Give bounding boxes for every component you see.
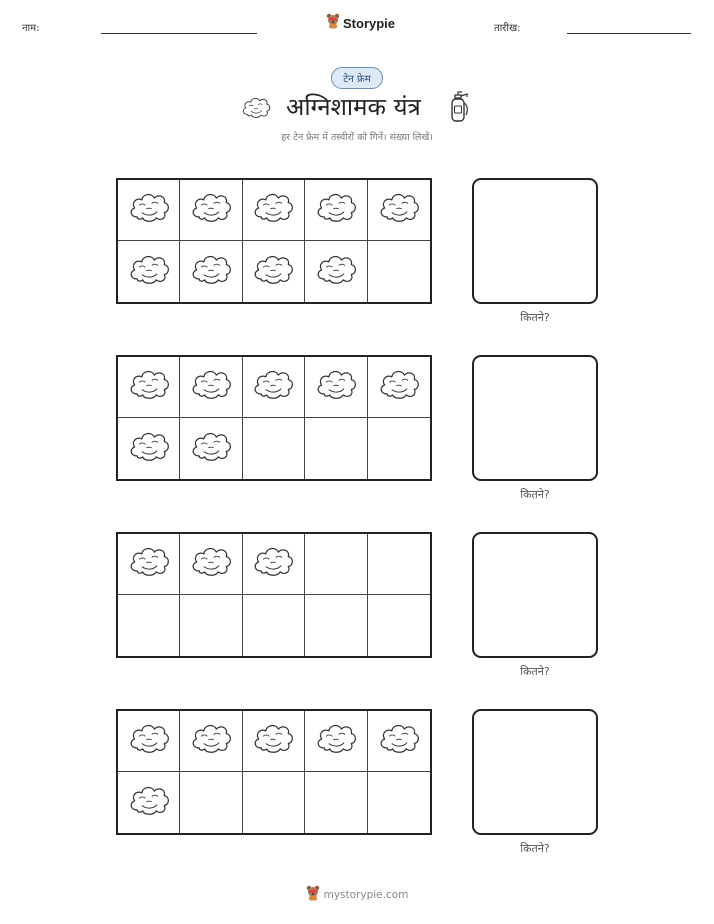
- frame-cell: [180, 711, 242, 772]
- frame-cell: [243, 711, 305, 772]
- frame-cell: [305, 241, 367, 302]
- brand-logo: [326, 13, 395, 33]
- frame-cell: [243, 241, 305, 302]
- frame-cell: [305, 180, 367, 241]
- smoke-cloud-icon: [188, 252, 234, 292]
- brand-name: Storypie: [343, 15, 396, 31]
- frame-cell: [368, 180, 430, 241]
- smoke-cloud-icon: [313, 190, 359, 230]
- frame-cell: [368, 534, 430, 595]
- page-title: अग्निशामक यंत्र: [286, 93, 421, 121]
- frame-cell: [118, 711, 180, 772]
- footer-site: mystorypie.com: [323, 889, 409, 901]
- frame-cell: [305, 711, 367, 772]
- frame-cell: [243, 180, 305, 241]
- smoke-cloud-icon: [250, 252, 296, 292]
- frame-cell: [368, 241, 430, 302]
- frame-cell: [180, 595, 242, 656]
- frame-cell: [368, 595, 430, 656]
- smoke-cloud-icon: [376, 367, 422, 407]
- frame-cell: [243, 534, 305, 595]
- smoke-cloud-icon: [313, 252, 359, 292]
- name-label: नाम:: [22, 23, 40, 34]
- count-prompt: कितने?: [520, 842, 550, 855]
- frame-cell: [118, 595, 180, 656]
- smoke-cloud-icon: [126, 544, 172, 584]
- count-prompt: कितने?: [520, 311, 550, 324]
- frame-cell: [118, 534, 180, 595]
- answer-box[interactable]: [472, 532, 598, 658]
- frame-cell: [118, 241, 180, 302]
- frame-cell: [368, 357, 430, 418]
- frame-cell: [180, 418, 242, 479]
- smoke-cloud-icon: [250, 721, 296, 761]
- frame-cell: [305, 357, 367, 418]
- ten-frame: [116, 178, 432, 304]
- frame-cell: [368, 711, 430, 772]
- smoke-cloud-icon: [250, 190, 296, 230]
- smoke-cloud-icon: [188, 190, 234, 230]
- smoke-cloud-icon: [250, 544, 296, 584]
- frame-cell: [305, 772, 367, 833]
- smoke-cloud-icon: [188, 367, 234, 407]
- frame-cell: [180, 357, 242, 418]
- date-line[interactable]: [567, 33, 691, 34]
- name-line[interactable]: [101, 33, 257, 34]
- fire-extinguisher-icon: [446, 91, 470, 127]
- frame-cell: [243, 772, 305, 833]
- ten-frame: [116, 532, 432, 658]
- answer-box[interactable]: [472, 709, 598, 835]
- smoke-cloud-icon: [188, 544, 234, 584]
- ten-frame: [116, 355, 432, 481]
- smoke-cloud-icon: [126, 252, 172, 292]
- bear-mascot-icon: [306, 885, 320, 905]
- bear-mascot-icon: [326, 13, 340, 33]
- frame-cell: [180, 534, 242, 595]
- frame-cell: [180, 180, 242, 241]
- smoke-cloud-icon: [313, 721, 359, 761]
- frame-cell: [305, 595, 367, 656]
- answer-box[interactable]: [472, 178, 598, 304]
- frame-cell: [243, 418, 305, 479]
- frame-cell: [305, 418, 367, 479]
- smoke-cloud-icon: [126, 367, 172, 407]
- smoke-cloud-icon: [313, 367, 359, 407]
- smoke-cloud-icon: [126, 783, 172, 823]
- frame-cell: [118, 772, 180, 833]
- smoke-cloud-icon: [376, 190, 422, 230]
- frame-cell: [118, 357, 180, 418]
- smoke-cloud-icon: [250, 367, 296, 407]
- frame-cell: [305, 534, 367, 595]
- frame-cell: [243, 595, 305, 656]
- smoke-cloud-icon: [126, 721, 172, 761]
- smoke-cloud-icon: [126, 190, 172, 230]
- frame-cell: [180, 772, 242, 833]
- date-label: तारीख:: [494, 23, 521, 34]
- count-prompt: कितने?: [520, 665, 550, 678]
- smoke-cloud-icon: [188, 429, 234, 469]
- frame-cell: [368, 418, 430, 479]
- frame-cell: [243, 357, 305, 418]
- smoke-cloud-icon: [240, 95, 272, 125]
- answer-box[interactable]: [472, 355, 598, 481]
- frame-cell: [118, 418, 180, 479]
- footer: [0, 885, 714, 905]
- smoke-cloud-icon: [188, 721, 234, 761]
- frame-cell: [118, 180, 180, 241]
- smoke-cloud-icon: [126, 429, 172, 469]
- smoke-cloud-icon: [376, 721, 422, 761]
- instructions: हर टेन फ्रेम में तस्वीरों को गिनें। संख्या लिखें।: [281, 132, 433, 143]
- frame-cell: [368, 772, 430, 833]
- ten-frame: [116, 709, 432, 835]
- topic-badge: टेन फ्रेम: [331, 67, 383, 89]
- frame-cell: [180, 241, 242, 302]
- count-prompt: कितने?: [520, 488, 550, 501]
